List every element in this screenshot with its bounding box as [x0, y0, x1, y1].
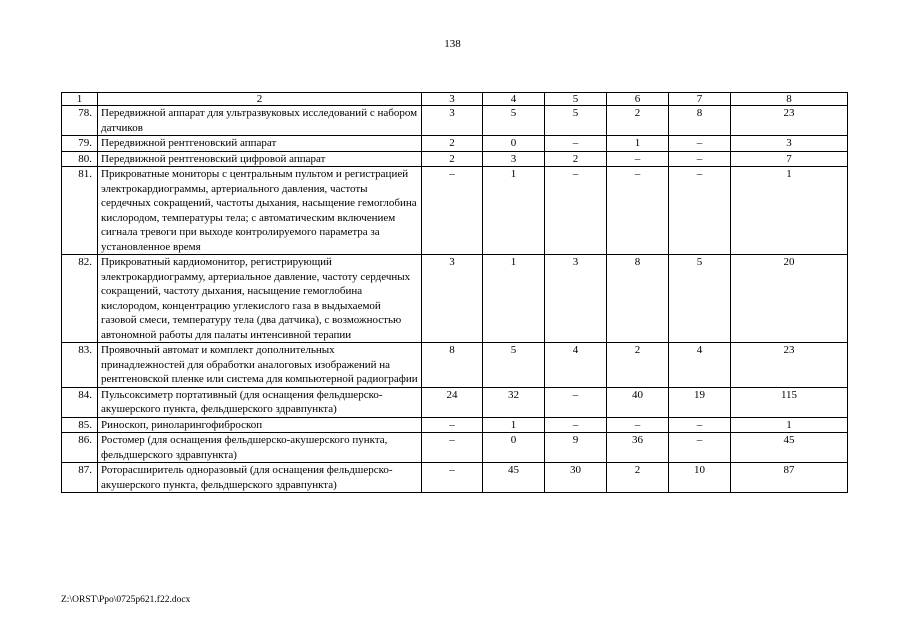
table-row: [62, 463, 848, 493]
equipment-table: [61, 92, 848, 493]
quantity-cell: –: [607, 167, 669, 255]
quantity-cell: 2: [422, 136, 483, 152]
quantity-cell: –: [607, 417, 669, 433]
quantity-cell: 32: [483, 387, 545, 417]
quantity-cell: 23: [731, 343, 848, 388]
header-cell: 6: [607, 93, 669, 106]
equipment-name: Пульсоксиметр портативный (для оснащения фельдшерско-акушерского пункта, фельдшерского здравпункта): [98, 387, 422, 417]
table-header-row: [62, 93, 848, 106]
equipment-name: Риноскоп, риноларингофиброскоп: [98, 417, 422, 433]
quantity-cell: –: [669, 136, 731, 152]
row-number: 78.: [62, 106, 98, 136]
table-row: [62, 343, 848, 388]
file-path-footer: Z:\ORST\Ppo\0725p621.f22.docx: [61, 595, 191, 605]
quantity-cell: 7: [731, 151, 848, 167]
quantity-cell: 8: [669, 106, 731, 136]
quantity-cell: 3: [483, 151, 545, 167]
quantity-cell: 3: [545, 255, 607, 343]
header-cell: 1: [62, 93, 98, 106]
header-cell: 7: [669, 93, 731, 106]
quantity-cell: 8: [607, 255, 669, 343]
quantity-cell: 1: [483, 417, 545, 433]
header-cell: 8: [731, 93, 848, 106]
quantity-cell: 10: [669, 463, 731, 493]
quantity-cell: 1: [483, 255, 545, 343]
quantity-cell: 5: [669, 255, 731, 343]
equipment-name: Прикроватный кардиомонитор, регистрирующий электрокардиограмму, артериальное давление, частоту сердечных сокращений, частоту дыхания, насыщение гемоглобина кислородом, концентрацию углекислого газа в выдыхаемой газовой смеси, температуру тела (два датчика), с возможностью автономной работы для палаты интенсивной терапии: [98, 255, 422, 343]
quantity-cell: –: [545, 417, 607, 433]
quantity-cell: 30: [545, 463, 607, 493]
quantity-cell: 20: [731, 255, 848, 343]
quantity-cell: 36: [607, 433, 669, 463]
quantity-cell: 19: [669, 387, 731, 417]
header-cell: 3: [422, 93, 483, 106]
quantity-cell: –: [669, 167, 731, 255]
quantity-cell: 2: [607, 463, 669, 493]
quantity-cell: –: [545, 387, 607, 417]
row-number: 79.: [62, 136, 98, 152]
quantity-cell: 2: [607, 106, 669, 136]
quantity-cell: 2: [422, 151, 483, 167]
quantity-cell: 3: [422, 255, 483, 343]
quantity-cell: –: [422, 433, 483, 463]
row-number: 87.: [62, 463, 98, 493]
equipment-name: Передвижной аппарат для ультразвуковых исследований с набором датчиков: [98, 106, 422, 136]
quantity-cell: 2: [607, 343, 669, 388]
quantity-cell: –: [422, 167, 483, 255]
table-row: [62, 151, 848, 167]
table-row: [62, 387, 848, 417]
table-row: [62, 106, 848, 136]
quantity-cell: –: [422, 417, 483, 433]
quantity-cell: 23: [731, 106, 848, 136]
quantity-cell: 4: [545, 343, 607, 388]
quantity-cell: 87: [731, 463, 848, 493]
equipment-name: Передвижной рентгеновский цифровой аппарат: [98, 151, 422, 167]
quantity-cell: 5: [483, 343, 545, 388]
header-cell: 4: [483, 93, 545, 106]
table-row: [62, 417, 848, 433]
quantity-cell: –: [422, 463, 483, 493]
quantity-cell: 8: [422, 343, 483, 388]
quantity-cell: 9: [545, 433, 607, 463]
quantity-cell: 0: [483, 136, 545, 152]
quantity-cell: 5: [545, 106, 607, 136]
quantity-cell: 1: [607, 136, 669, 152]
quantity-cell: 0: [483, 433, 545, 463]
quantity-cell: –: [607, 151, 669, 167]
quantity-cell: –: [545, 136, 607, 152]
quantity-cell: 45: [483, 463, 545, 493]
table-row: [62, 167, 848, 255]
row-number: 84.: [62, 387, 98, 417]
header-cell: 5: [545, 93, 607, 106]
quantity-cell: 115: [731, 387, 848, 417]
quantity-cell: 45: [731, 433, 848, 463]
table-row: [62, 255, 848, 343]
equipment-name: Прикроватные мониторы с центральным пультом и регистрацией электрокардиограммы, артериального давления, частоты сердечных сокращений, частоты дыхания, насыщение гемоглобина кислородом, температуры тела; с автоматическим включением сигнала тревоги при выходе контролируемого параметра за установленное время: [98, 167, 422, 255]
row-number: 83.: [62, 343, 98, 388]
table-row: [62, 433, 848, 463]
quantity-cell: –: [669, 151, 731, 167]
quantity-cell: 40: [607, 387, 669, 417]
quantity-cell: 1: [731, 417, 848, 433]
quantity-cell: 1: [483, 167, 545, 255]
quantity-cell: 4: [669, 343, 731, 388]
equipment-name: Ростомер (для оснащения фельдшерско-акушерского пункта, фельдшерского здравпункта): [98, 433, 422, 463]
equipment-name: Передвижной рентгеновский аппарат: [98, 136, 422, 152]
quantity-cell: 1: [731, 167, 848, 255]
page-number: 138: [444, 38, 461, 50]
quantity-cell: 2: [545, 151, 607, 167]
quantity-cell: 5: [483, 106, 545, 136]
header-cell: 2: [98, 93, 422, 106]
row-number: 80.: [62, 151, 98, 167]
equipment-name: Проявочный автомат и комплект дополнительных принадлежностей для обработки аналоговых изображений на рентгеновской пленке или система для компьютерной радиографии: [98, 343, 422, 388]
quantity-cell: –: [669, 417, 731, 433]
quantity-cell: 3: [731, 136, 848, 152]
row-number: 86.: [62, 433, 98, 463]
quantity-cell: –: [545, 167, 607, 255]
row-number: 82.: [62, 255, 98, 343]
row-number: 81.: [62, 167, 98, 255]
quantity-cell: 24: [422, 387, 483, 417]
quantity-cell: 3: [422, 106, 483, 136]
equipment-name: Роторасширитель одноразовый (для оснащения фельдшерско-акушерского пункта, фельдшерского здравпункта): [98, 463, 422, 493]
quantity-cell: –: [669, 433, 731, 463]
row-number: 85.: [62, 417, 98, 433]
table-row: [62, 136, 848, 152]
